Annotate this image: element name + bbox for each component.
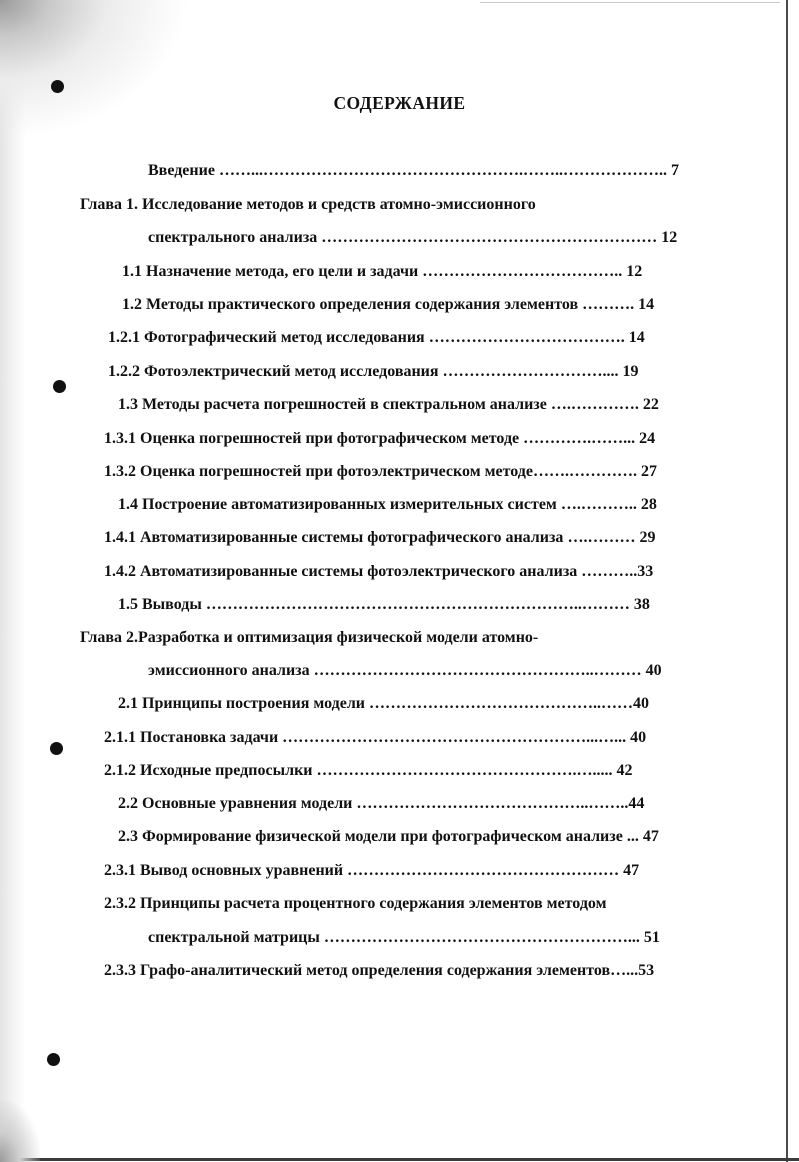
scan-top-line xyxy=(480,2,780,3)
page-title: СОДЕРЖАНИЕ xyxy=(333,93,466,113)
toc-entry: спектральной матрицы …………………………………………………... 51 xyxy=(148,929,660,946)
toc-entry: 1.3 Методы расчета погрешностей в спектральном анализе ….…………. 22 xyxy=(118,396,659,413)
scan-top-left-smudge xyxy=(0,0,190,140)
toc-entry: 1.3.1 Оценка погрешностей при фотографическом методе ………….……... 24 xyxy=(104,430,656,447)
toc-entry: эмиссионного анализа ……………………………………………..……… 40 xyxy=(148,662,662,679)
toc-entry: 2.2 Основные уравнения модели ……………………………………..……..44 xyxy=(118,795,645,812)
scan-left-edge xyxy=(0,0,26,1162)
toc-entry: 2.3.1 Вывод основных уравнений …………………………………………… 47 xyxy=(104,862,640,879)
toc-entry: 2.1.1 Постановка задачи …………………………………………………...…... 40 xyxy=(104,729,647,746)
toc-entry: 1.1 Назначение метода, его цели и задачи ……………………………….. 12 xyxy=(122,263,643,280)
binder-hole-4 xyxy=(47,1053,60,1066)
toc-chapter-heading: Глава 1. Исследование методов и средств атомно-эмиссионного xyxy=(80,196,536,213)
toc-entry: 1.4.2 Автоматизированные системы фотоэлектрического анализа ………..33 xyxy=(104,563,654,580)
scan-bottom-left-smudge xyxy=(0,1100,40,1162)
toc-entry: 1.5 Выводы ……………………………………………………………..……… 38 xyxy=(118,596,650,613)
toc-entry: Введение ……...………………………………………….……..……………….. 7 xyxy=(148,162,679,179)
toc-entry: 1.4 Построение автоматизированных измерительных систем ….……….. 28 xyxy=(118,496,657,513)
binder-hole-3 xyxy=(50,742,63,755)
binder-hole-2 xyxy=(53,380,66,393)
toc-entry: 1.2 Методы практического определения содержания элементов ………. 14 xyxy=(122,296,655,313)
toc-entry: 1.2.1 Фотографический метод исследования ………………………………. 14 xyxy=(108,329,645,346)
scan-right-edge xyxy=(786,0,788,1162)
toc-entry: 2.1.2 Исходные предпосылки ………………………………………….…..... 42 xyxy=(104,762,633,779)
binder-hole-1 xyxy=(51,80,64,93)
toc-entry: 2.3.3 Графо-аналитический метод определения содержания элементов…...53 xyxy=(104,962,655,979)
toc-entry: 2.1 Принципы построения модели ……………………………………..……40 xyxy=(118,695,650,712)
toc-entry: спектрального анализа ……………………………………………………… 12 xyxy=(148,229,678,246)
toc-entry: 1.2.2 Фотоэлектрический метод исследования ………………………….... 19 xyxy=(108,363,639,380)
toc-chapter-heading: Глава 2.Разработка и оптимизация физической модели атомно- xyxy=(80,629,539,646)
toc-entry: 2.3.2 Принципы расчета процентного содержания элементов методом xyxy=(104,895,607,912)
scan-bottom-edge xyxy=(20,1158,799,1161)
toc-entry: 1.3.2 Оценка погрешностей при фотоэлектрическом методе…….…………. 27 xyxy=(104,463,657,480)
toc-entry: 1.4.1 Автоматизированные системы фотографического анализа ….……… 29 xyxy=(104,529,656,546)
toc-entry: 2.3 Формирование физической модели при фотографическом анализе ... 47 xyxy=(118,828,659,845)
